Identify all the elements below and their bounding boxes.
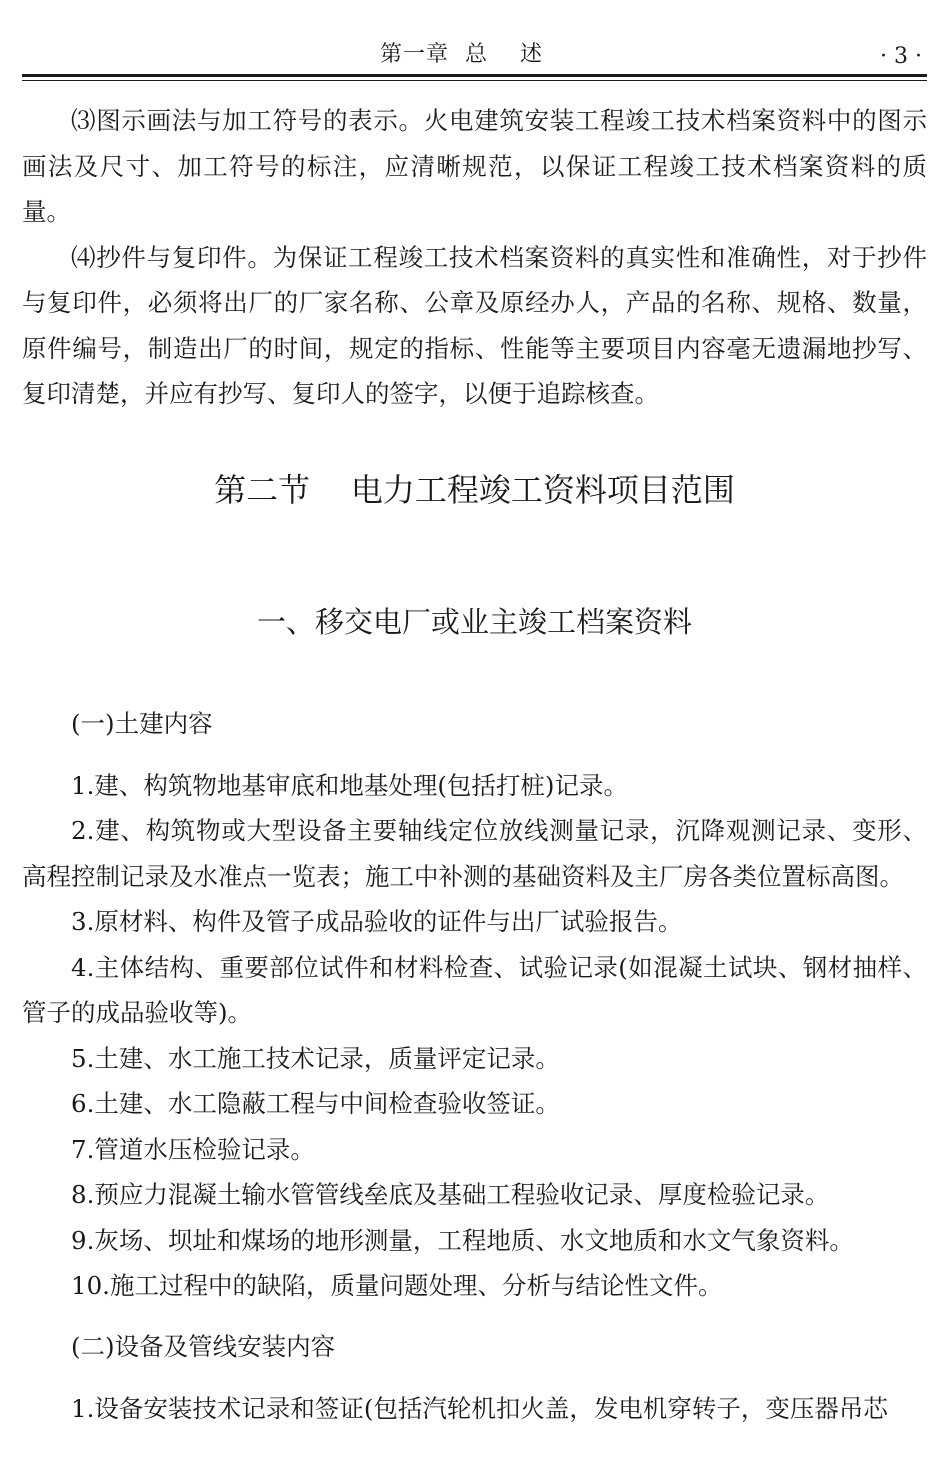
running-title: 第一章 总 述 [380,42,543,67]
section-title: 第二节 电力工程竣工资料项目范围 [214,470,735,509]
civil-item-4: 4.主体结构、重要部位试件和材料检查、试验记录(如混凝土试块、钢材抽样、管子的成品验收等)。 [22,952,927,1027]
page-body [22,98,927,1431]
civil-item-7: 7.管道水压检验记录。 [71,1134,315,1164]
civil-item-3: 3.原材料、构件及管子成品验收的证件与出厂试验报告。 [71,907,683,936]
equipment-heading: (二)设备及管线安装内容 [71,1331,336,1361]
civil-item-2: 2.建、构筑物或大型设备主要轴线定位放线测量记录，沉降观测记录、变形、高程控制记录及水准点一览表；施工中补测的基础资料及主厂房各类位置标高图。 [22,816,927,891]
civil-item-6: 6.土建、水工隐蔽工程与中间检查验收签证。 [71,1089,560,1118]
equipment-item-1: 1.设备安装技术记录和签证(包括汽轮机扣火盖，发电机穿转子，变压器吊芯 [71,1393,888,1423]
subsection-title: 一、移交电厂或业主竣工档案资料 [256,604,692,639]
header-rule-thin [22,80,927,81]
header-rule-thick [22,74,927,77]
equipment-item-list [22,1386,927,1432]
civil-item-10: 10.施工过程中的缺陷，质量问题处理、分析与结论性文件。 [71,1271,723,1300]
page-number: · 3 · [880,44,922,69]
civil-heading: (一)土建内容 [71,708,213,738]
page-header [0,0,950,86]
civil-item-list [22,763,927,1309]
paragraph-item-3: ⑶图示画法与加工符号的表示。火电建筑安装工程竣工技术档案资料中的图示画法及尺寸、加工符号的标注，应清晰规范，以保证工程竣工技术档案资料的质量。 [22,106,927,226]
civil-item-8: 8.预应力混凝土输水管管线垒底及基础工程验收记录、厚度检验记录。 [71,1180,830,1209]
civil-item-5: 5.土建、水工施工技术记录，质量评定记录。 [71,1043,560,1073]
paragraph-item-4: ⑷抄件与复印件。为保证工程竣工技术档案资料的真实性和准确性，对于抄件与复印件，必须将出厂的厂家名称、公章及原经办人，产品的名称、规格、数量，原件编号，制造出厂的时间，规定的指标、性能等主要项目内容毫无遗漏地抄写、复印清楚，并应有抄写、复印人的签字，以便于追踪核查。 [22,242,927,408]
civil-item-9: 9.灰场、坝址和煤场的地形测量，工程地质、水文地质和水文气象资料。 [71,1225,854,1255]
civil-item-1: 1.建、构筑物地基审底和地基处理(包括打桩)记录。 [71,770,628,800]
